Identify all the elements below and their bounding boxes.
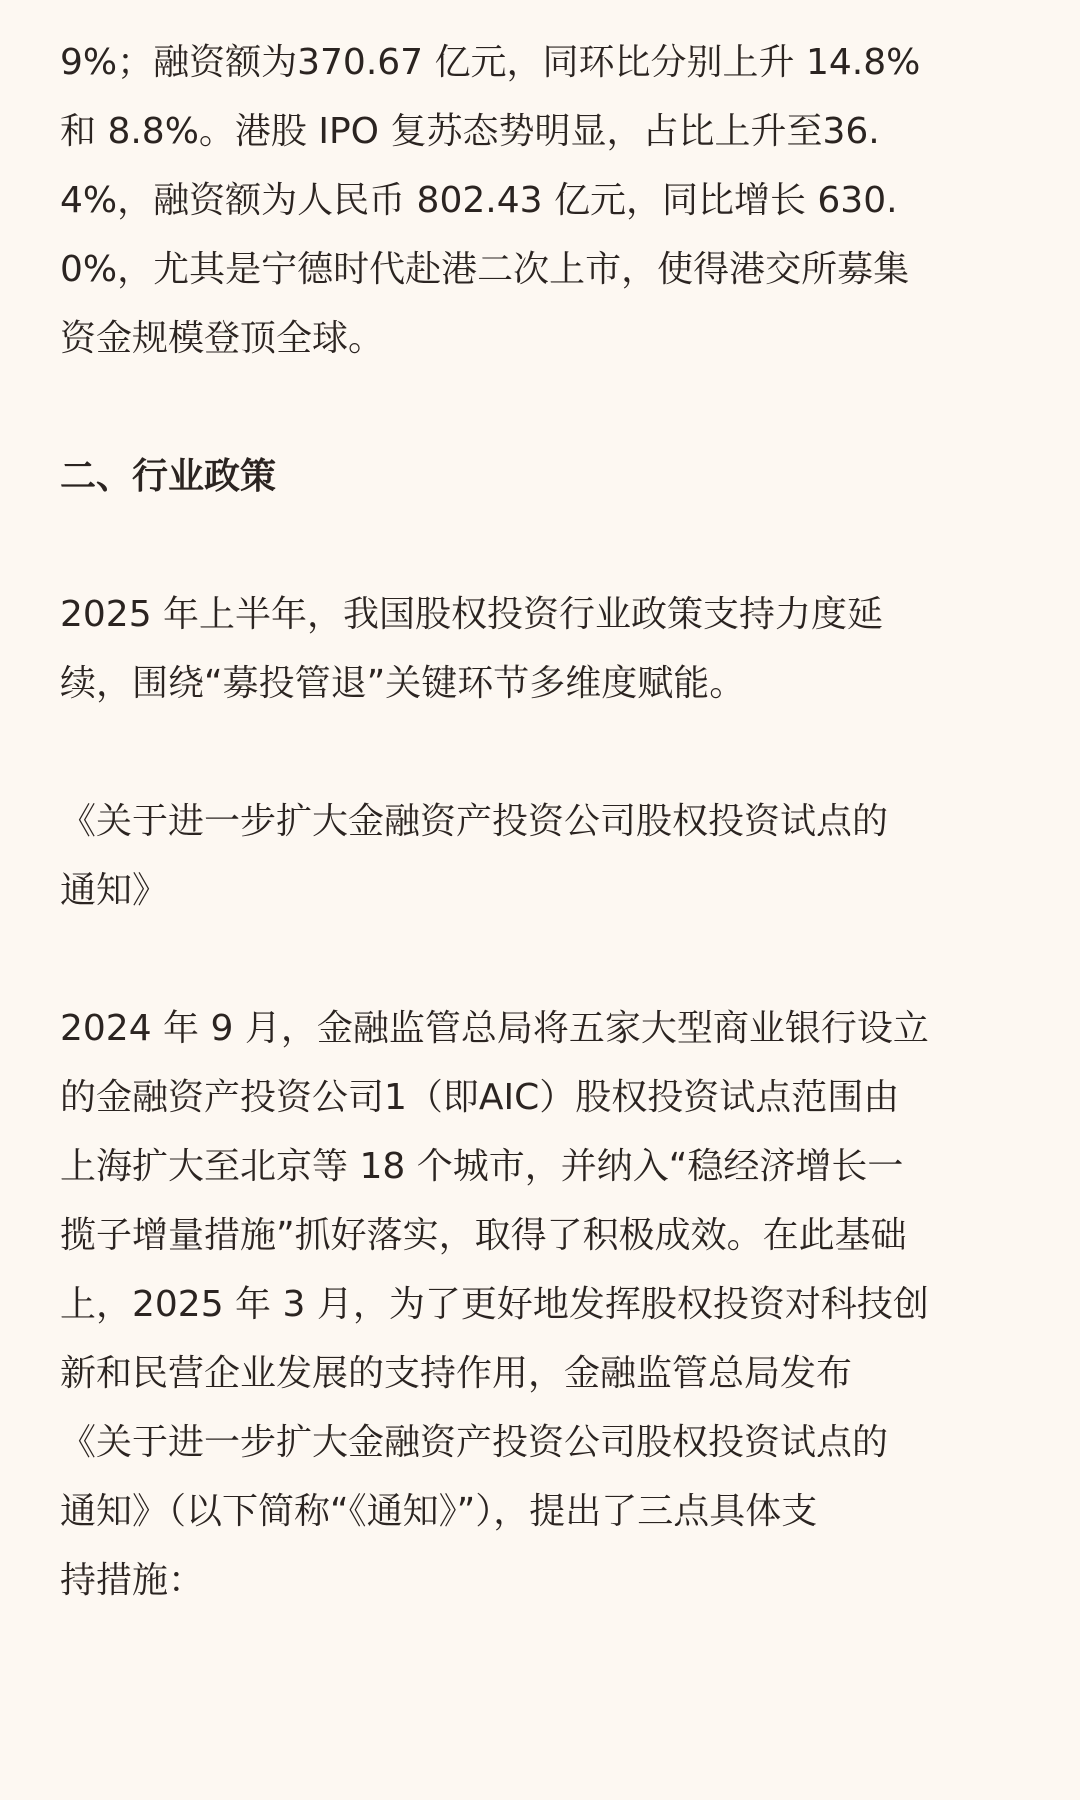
- notice-body-paragraph: [60, 994, 1020, 1615]
- text-line: 新和民营企业发展的支持作用，金融监管总局发布: [60, 1353, 853, 1394]
- text-line: 0%，尤其是宁德时代赴港二次上市，使得港交所募集: [60, 249, 910, 290]
- paragraph-spacer: [60, 511, 1080, 580]
- text-line: 2025 年上半年，我国股权投资行业政策支持力度延: [60, 594, 884, 635]
- text-line: 《关于进一步扩大金融资产投资公司股权投资试点的: [60, 1422, 889, 1463]
- text-line: 上海扩大至北京等 18 个城市，并纳入“稳经济增长一: [60, 1146, 904, 1187]
- text-line: 揽子增量措施”抓好落实，取得了积极成效。在此基础: [60, 1215, 907, 1256]
- text-line: 持措施：: [60, 1560, 205, 1601]
- text-line: 续，围绕“募投管退”关键环节多维度赋能。: [60, 663, 746, 704]
- text-line: 2024 年 9 月，金融监管总局将五家大型商业银行设立: [60, 1008, 929, 1049]
- text-line: 9%；融资额为370.67 亿元，同环比分别上升 14.8%: [60, 42, 921, 83]
- text-line: 的金融资产投资公司1（即AIC）股权投资试点范围由: [60, 1077, 900, 1118]
- section-heading: 二、行业政策: [60, 456, 277, 497]
- paragraph-spacer: [60, 925, 1080, 994]
- text-line: 和 8.8%。港股 IPO 复苏态势明显，占比上升至36.: [60, 111, 880, 152]
- notice-title: [60, 787, 1020, 925]
- policy-summary-paragraph: [60, 580, 1020, 718]
- text-line: 资金规模登顶全球。: [60, 318, 385, 359]
- paragraph-spacer: [60, 373, 1080, 442]
- text-line: 上，2025 年 3 月，为了更好地发挥股权投资对科技创: [60, 1284, 929, 1325]
- paragraph-spacer: [60, 718, 1080, 787]
- text-line: 4%，融资额为人民币 802.43 亿元，同比增长 630.: [60, 180, 898, 221]
- text-line: 《关于进一步扩大金融资产投资公司股权投资试点的: [60, 801, 889, 842]
- text-line: 通知》: [60, 870, 169, 911]
- text-line: 通知》（以下简称“《通知》”），提出了三点具体支: [60, 1491, 818, 1532]
- intro-paragraph: [60, 28, 1020, 373]
